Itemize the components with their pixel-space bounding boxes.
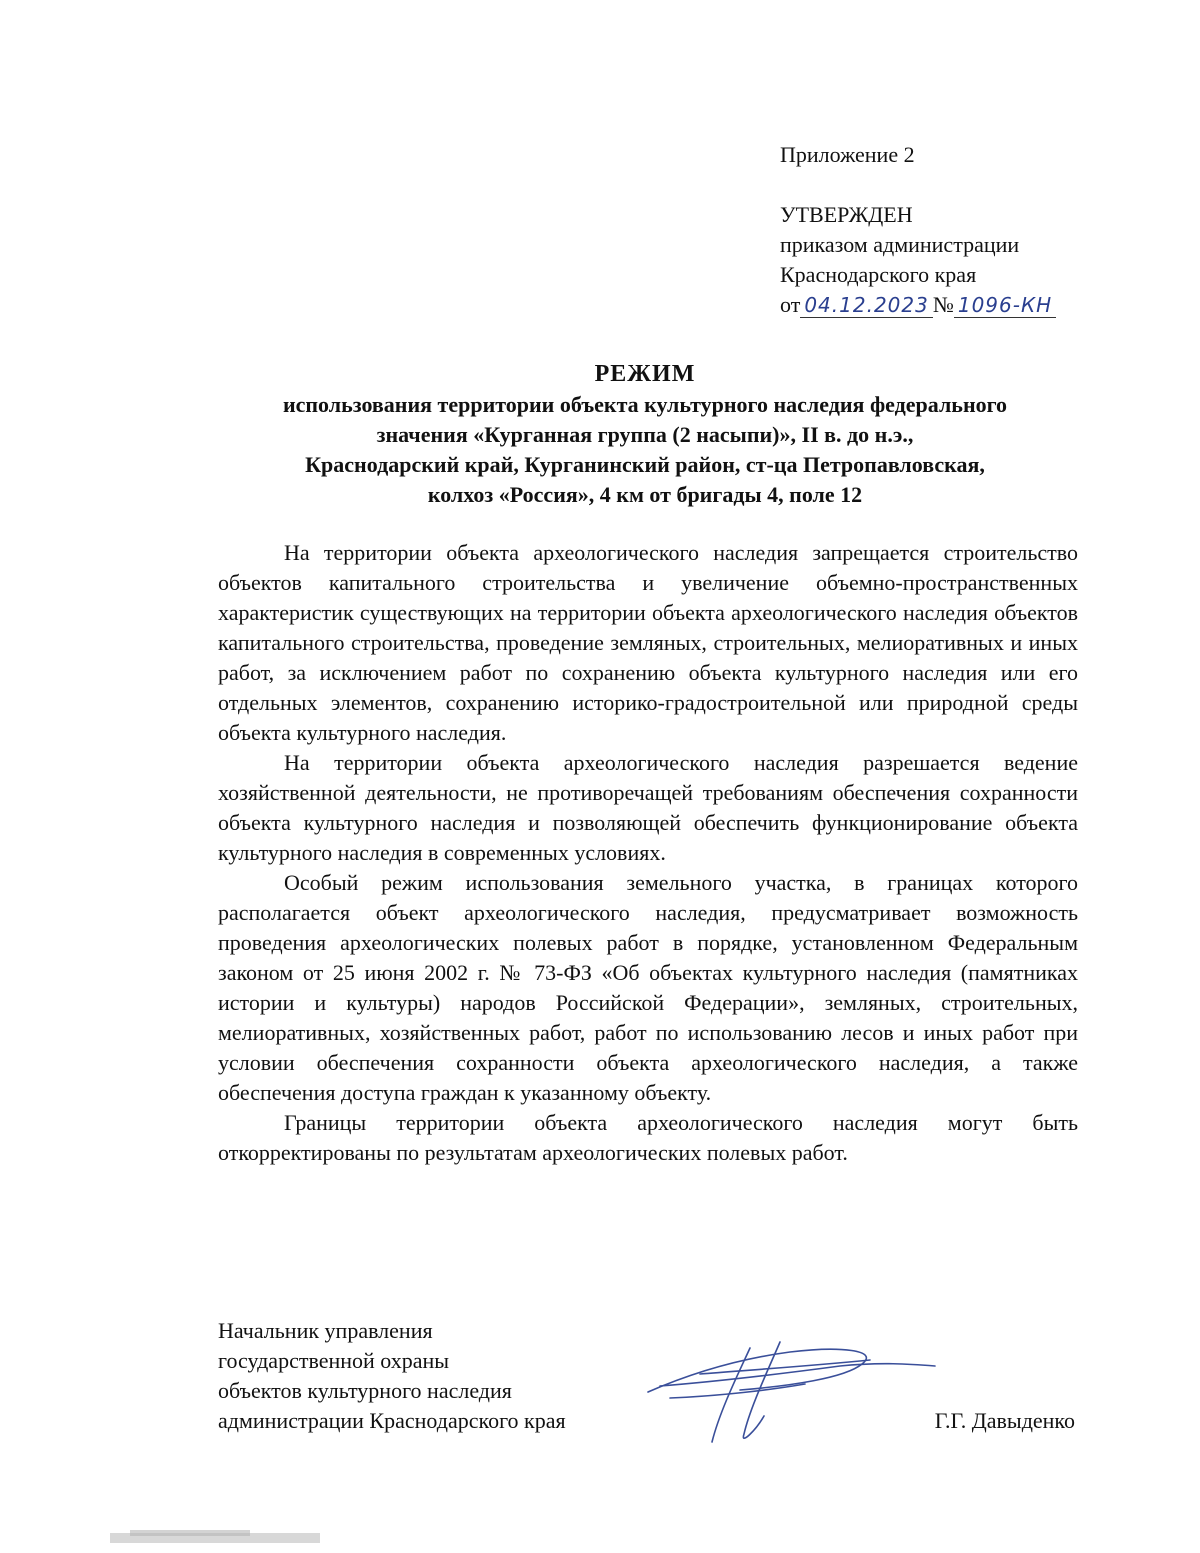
signatory-position	[218, 1316, 566, 1436]
position-line-3: объектов культурного наследия	[218, 1378, 512, 1403]
paragraph-prohibitions: На территории объекта археологического наследия запрещается строительство объектов капитального строительства и увеличение объемно-пространственных характеристик существующих на территории объекта археологического наследия объектов капитального строительства, проведение земляных, строительных, мелиоративных и иных работ, за исключением работ по сохранению объекта культурного наследия или его отдельных элементов, сохранению историко-градостроительной или природной среды объекта культурного наследия.	[218, 540, 1078, 745]
date-prefix: от	[780, 292, 801, 317]
title-line-1: использования территории объекта культурного наследия федерального	[282, 392, 1008, 417]
order-date: 04.12.2023	[800, 293, 933, 318]
position-line-4: администрации Краснодарского края	[218, 1408, 566, 1433]
title-main: РЕЖИМ	[594, 361, 696, 387]
approved-label: УТВЕРЖДЕН	[780, 202, 913, 227]
paragraph-permissions: На территории объекта археологического наследия разрешается ведение хозяйственной деятельности, не противоречащей требованиям обеспечения сохранности объекта культурного наследия и позволяющей обеспечить функционирование объекта культурного наследия в современных условиях.	[218, 750, 1078, 865]
order-line-1: приказом администрации	[780, 232, 1020, 257]
title-line-4: колхоз «Россия», 4 км от бригады 4, поле 12	[427, 482, 863, 507]
position-line-1: Начальник управления	[218, 1318, 433, 1343]
title-line-3: Краснодарский край, Курганинский район, ст-ца Петропавловская,	[305, 452, 985, 477]
order-number: 1096-КН	[954, 293, 1056, 318]
document-body	[218, 538, 1078, 1168]
approval-block	[780, 140, 1056, 320]
paragraph-boundaries: Границы территории объекта археологического наследия могут быть откорректированы по результатам археологических полевых работ.	[218, 1110, 1078, 1165]
handwritten-signature	[640, 1330, 940, 1450]
signer-name: Г.Г. Давыденко	[934, 1408, 1075, 1433]
position-line-2: государственной охраны	[218, 1348, 450, 1373]
order-line-2: Краснодарского края	[780, 262, 977, 287]
paragraph-special-regime: Особый режим использования земельного участка, в границах которого располагается объект археологического наследия, предусматривает возможность проведения археологических полевых работ в порядке, установленном Федеральным законом от 25 июня 2002 г. № 73-ФЗ «Об объектах культурного наследия (памятниках истории и культуры) народов Российской Федерации», земляных, строительных, мелиоративных, хозяйственных работ, работ по использованию лесов и иных работ при условии обеспечения сохранности объекта археологического наследия, а также обеспечения доступа граждан к указанному объекту.	[218, 870, 1078, 1105]
order-date-line	[780, 290, 1056, 320]
title-line-2: значения «Курганная группа (2 насыпи)», II в. до н.э.,	[376, 422, 914, 447]
appendix-label: Приложение 2	[780, 142, 915, 167]
number-sign: №	[932, 292, 954, 317]
document-title	[180, 358, 1110, 510]
scan-artifact	[110, 1527, 330, 1547]
